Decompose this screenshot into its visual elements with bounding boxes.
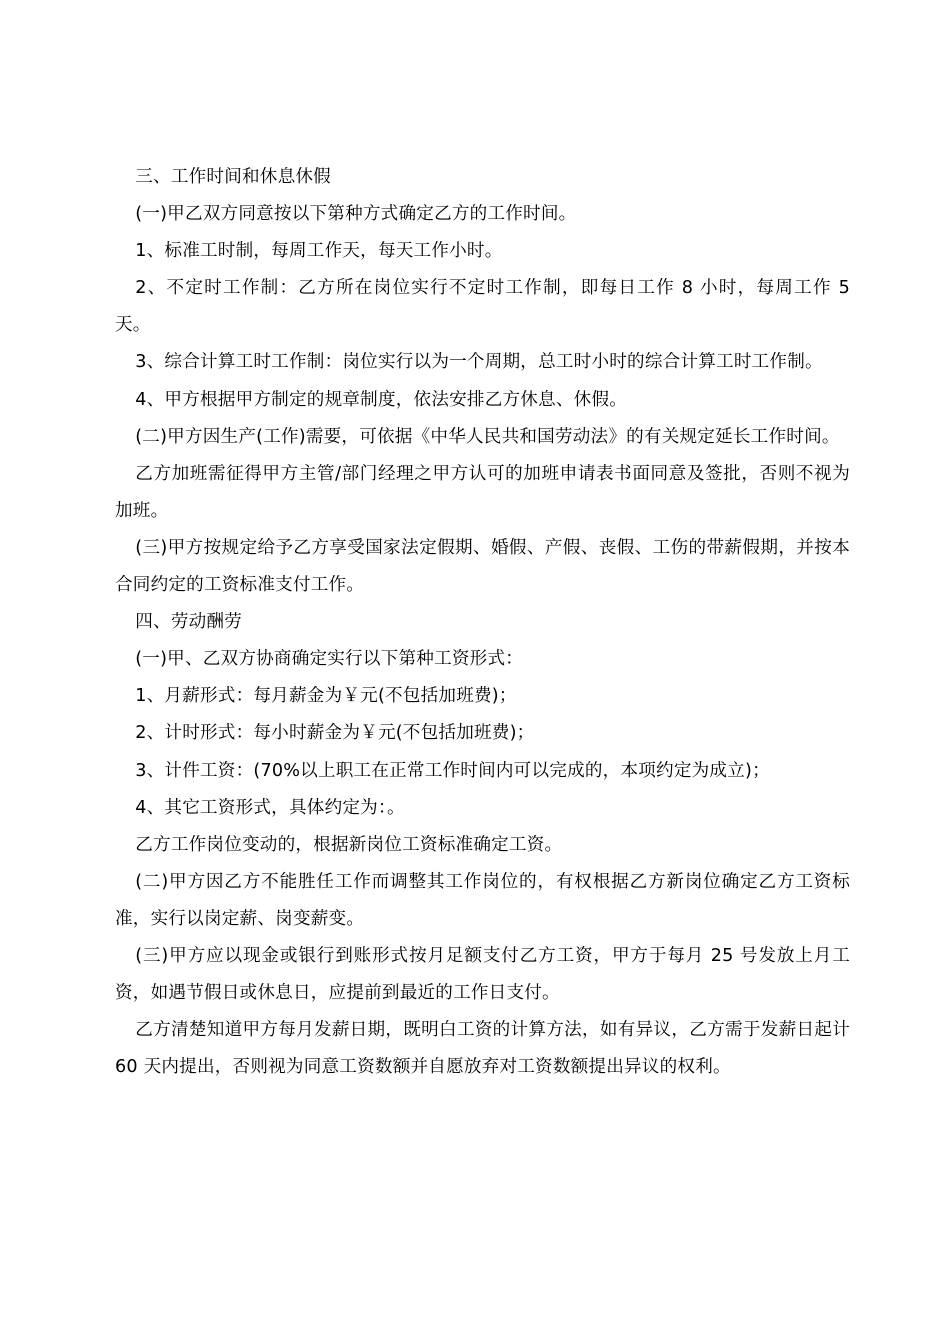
paragraph: (三)甲方按规定给予乙方享受国家法定假期、婚假、产假、丧假、工伤的带薪假期，并按本合同约定的工资标准支付工作。 bbox=[115, 537, 850, 596]
section-heading-work-time: 三、工作时间和休息休假 bbox=[135, 167, 331, 187]
paragraph: 1、月薪形式：每月薪金为￥元(不包括加班费)； bbox=[135, 686, 517, 707]
paragraph: (一)甲乙双方同意按以下第种方式确定乙方的工作时间。 bbox=[135, 204, 577, 225]
paragraph: 4、其它工资形式，具体约定为：。 bbox=[135, 797, 405, 818]
paragraph: 乙方加班需征得甲方主管/部门经理之甲方认可的加班申请表书面同意及签批，否则不视为加班。 bbox=[115, 463, 850, 521]
section-heading-remuneration: 四、劳动酬劳 bbox=[135, 612, 242, 633]
paragraph: 1、标准工时制，每周工作天，每天工作小时。 bbox=[135, 241, 503, 262]
paragraph: (二)甲方因乙方不能胜任工作而调整其工作岗位的，有权根据乙方新岗位确定乙方工资标准，实行以岗定薪、岗变薪变。 bbox=[115, 871, 850, 929]
paragraph: 乙方清楚知道甲方每月发薪日期，既明白工资的计算方法，如有异议，乙方需于发薪日起计 60 天内提出，否则视为同意工资数额并自愿放弃对工资数额提出异议的权利。 bbox=[115, 1020, 850, 1078]
paragraph: (三)甲方应以现金或银行到账形式按月足额支付乙方工资，甲方于每月 25 号发放上月工资，如遇节假日或休息日，应提前到最近的工作日支付。 bbox=[115, 945, 850, 1004]
paragraph: 乙方工作岗位变动的，根据新岗位工资标准确定工资。 bbox=[135, 834, 563, 855]
paragraph: 3、计件工资：(70%以上职工在正常工作时间内可以完成的，本项约定为成立)； bbox=[135, 760, 770, 781]
paragraph: (一)甲、乙双方协商确定实行以下第种工资形式： bbox=[135, 649, 524, 670]
paragraph: 3、综合计算工时工作制：岗位实行以为一个周期，总工时小时的综合计算工时工作制。 bbox=[135, 352, 823, 373]
document-body bbox=[115, 159, 850, 1086]
paragraph: 2、不定时工作制：乙方所在岗位实行不定时工作制，即每日工作 8 小时，每周工作 5 天。 bbox=[115, 278, 850, 336]
paragraph: 4、甲方根据甲方制定的规章制度，依法安排乙方休息、休假。 bbox=[135, 389, 628, 410]
paragraph: (二)甲方因生产(工作)需要，可依据《中华人民共和国劳动法》的有关规定延长工作时间。 bbox=[135, 426, 840, 447]
paragraph: 2、计时形式：每小时薪金为￥元(不包括加班费)； bbox=[135, 723, 535, 744]
